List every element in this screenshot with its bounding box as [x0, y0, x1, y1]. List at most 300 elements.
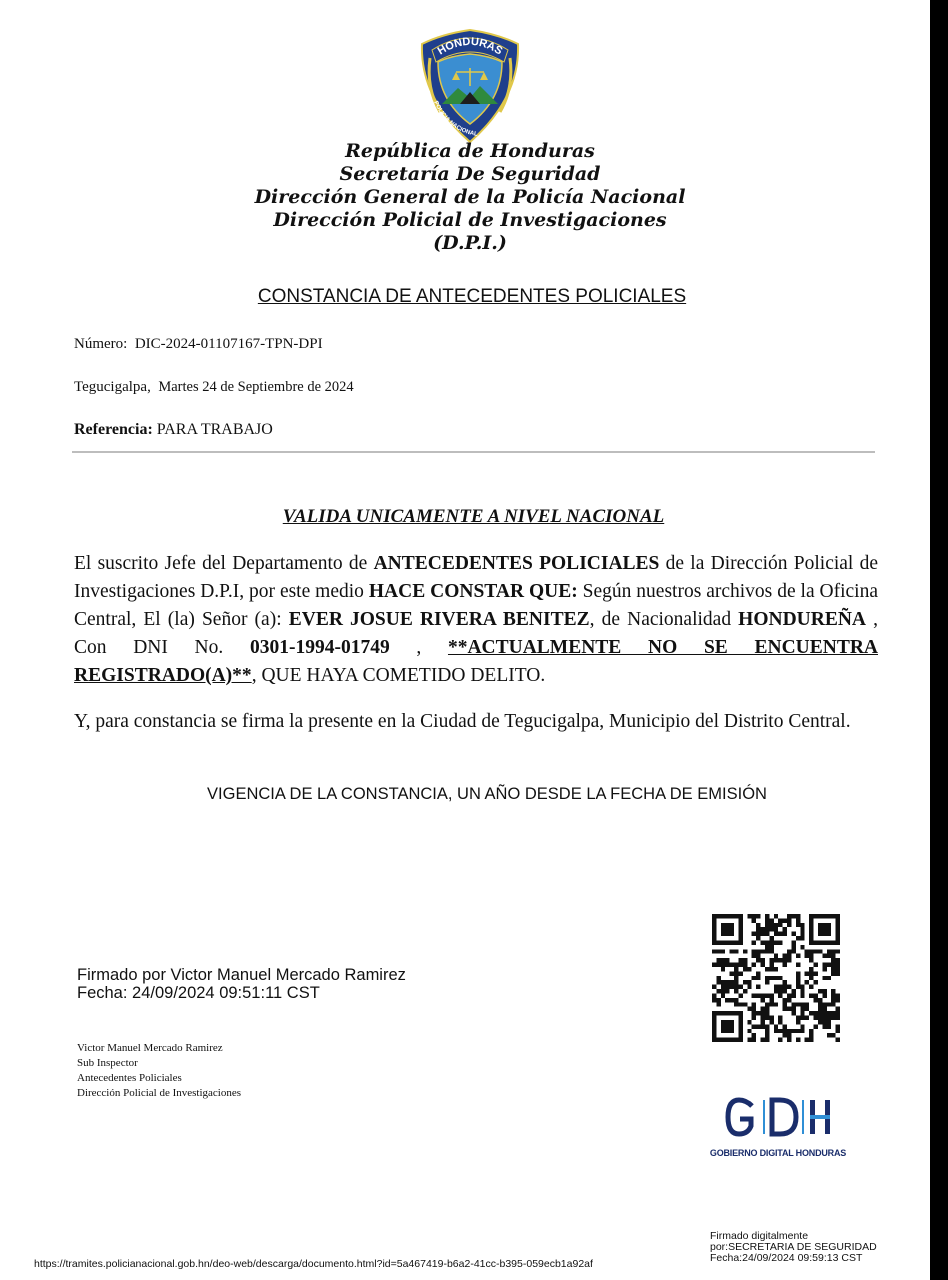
- qr-module: [809, 1033, 813, 1037]
- qr-module: [787, 958, 791, 962]
- qr-module: [791, 932, 795, 936]
- qr-module: [734, 914, 738, 918]
- qr-module: [747, 1007, 751, 1011]
- qr-module: [800, 945, 804, 949]
- officer-name: Victor Manuel Mercado Ramirez: [77, 1042, 223, 1054]
- body-text-segment: , QUE HAYA COMETIDO DELITO.: [251, 665, 546, 686]
- qr-module: [778, 918, 782, 922]
- qr-module: [752, 1002, 756, 1006]
- body-text-segment: de la Dirección Policial de Investigaciones D.P.I, por este medio: [74, 553, 878, 602]
- qr-module: [734, 985, 738, 989]
- qr-module: [734, 971, 738, 975]
- qr-module: [809, 967, 813, 971]
- qr-module: [756, 1024, 760, 1028]
- qr-module: [769, 1016, 773, 1020]
- qr-module: [800, 1011, 804, 1015]
- qr-module: [738, 918, 742, 922]
- department-name: ANTECEDENTES POLICIALES: [373, 553, 660, 574]
- qr-module: [725, 1038, 729, 1042]
- svg-text:POLICIA NACIONAL: POLICIA NACIONAL: [432, 100, 479, 138]
- qr-module: [805, 1016, 809, 1020]
- qr-module: [716, 1002, 720, 1006]
- qr-module: [827, 932, 831, 936]
- qr-module: [730, 932, 734, 936]
- officer-block: [77, 1041, 241, 1101]
- qr-module: [738, 1016, 742, 1020]
- qr-module: [831, 1002, 835, 1006]
- qr-module: [800, 923, 804, 927]
- qr-module: [796, 1016, 800, 1020]
- qr-module: [738, 1020, 742, 1024]
- qr-module: [809, 976, 813, 980]
- qr-module: [787, 993, 791, 997]
- qr-module: [822, 1007, 826, 1011]
- qr-module: [822, 940, 826, 944]
- qr-module: [774, 1002, 778, 1006]
- qr-module: [774, 932, 778, 936]
- qr-module: [712, 1011, 716, 1015]
- qr-module: [831, 989, 835, 993]
- qr-module: [765, 967, 769, 971]
- qr-module: [743, 980, 747, 984]
- qr-module: [796, 971, 800, 975]
- qr-module: [836, 1024, 840, 1028]
- qr-module: [738, 958, 742, 962]
- qr-module: [725, 980, 729, 984]
- qr-module: [831, 954, 835, 958]
- qr-module: [774, 940, 778, 944]
- qr-module: [774, 927, 778, 931]
- qr-module: [752, 954, 756, 958]
- qr-module: [716, 949, 720, 953]
- qr-module: [796, 1038, 800, 1042]
- qr-module: [761, 1016, 765, 1020]
- qr-module: [761, 1007, 765, 1011]
- qr-module: [730, 963, 734, 967]
- qr-module: [827, 1024, 831, 1028]
- qr-module: [756, 923, 760, 927]
- qr-module: [725, 927, 729, 931]
- qr-module: [769, 993, 773, 997]
- qr-module: [822, 1024, 826, 1028]
- qr-module: [818, 927, 822, 931]
- qr-module: [822, 1016, 826, 1020]
- qr-module: [738, 1002, 742, 1006]
- qr-module: [778, 932, 782, 936]
- qr-module: [721, 980, 725, 984]
- qr-module: [822, 976, 826, 980]
- qr-module: [738, 914, 742, 918]
- qr-module: [769, 976, 773, 980]
- qr-module: [774, 954, 778, 958]
- qr-module: [734, 1002, 738, 1006]
- qr-module: [796, 963, 800, 967]
- qr-module: [730, 1020, 734, 1024]
- qr-module: [778, 958, 782, 962]
- heading-line-republic: República de Honduras: [345, 140, 595, 162]
- document-number: [74, 336, 323, 353]
- qr-module: [712, 993, 716, 997]
- qr-module: [809, 1029, 813, 1033]
- qr-module: [734, 949, 738, 953]
- qr-module: [800, 1002, 804, 1006]
- qr-module: [836, 963, 840, 967]
- qr-module: [765, 976, 769, 980]
- body-text-segment: Según nuestros archivos de la Oficina Central, El (la) Señor (a):: [74, 581, 878, 630]
- heading-line-secretary: Secretaría De Seguridad: [339, 163, 601, 185]
- qr-module: [756, 914, 760, 918]
- qr-module: [747, 967, 751, 971]
- document-title: CONSTANCIA DE ANTECEDENTES POLICIALES: [257, 286, 687, 307]
- qr-module: [805, 980, 809, 984]
- qr-module: [738, 1038, 742, 1042]
- qr-module: [712, 1020, 716, 1024]
- qr-module: [761, 1024, 765, 1028]
- qr-module: [752, 1016, 756, 1020]
- qr-module: [761, 998, 765, 1002]
- qr-module: [818, 932, 822, 936]
- qr-module: [822, 914, 826, 918]
- qr-module: [716, 998, 720, 1002]
- qr-module: [752, 963, 756, 967]
- signed-by: Firmado por Victor Manuel Mercado Ramirez: [77, 966, 406, 984]
- qr-module: [800, 1007, 804, 1011]
- qr-module: [756, 976, 760, 980]
- qr-module: [721, 993, 725, 997]
- qr-module: [725, 1024, 729, 1028]
- qr-module: [774, 985, 778, 989]
- qr-module: [721, 949, 725, 953]
- qr-module: [778, 993, 782, 997]
- digital-signed-by: por:SECRETARIA DE SEGURIDAD: [710, 1241, 877, 1253]
- qr-module: [800, 936, 804, 940]
- qr-module: [721, 1038, 725, 1042]
- qr-module: [743, 967, 747, 971]
- qr-module: [721, 958, 725, 962]
- certification-paragraph: [74, 550, 878, 690]
- qr-module: [712, 927, 716, 931]
- body-text-segment: , Con DNI No.: [74, 609, 878, 658]
- qr-module: [752, 1007, 756, 1011]
- qr-module: [721, 1011, 725, 1015]
- qr-module: [712, 963, 716, 967]
- heading-line-dpi: (D.P.I.): [433, 232, 507, 254]
- qr-module: [827, 949, 831, 953]
- qr-module: [791, 993, 795, 997]
- qr-module: [716, 940, 720, 944]
- qr-module: [716, 958, 720, 962]
- qr-module: [752, 932, 756, 936]
- qr-module: [791, 914, 795, 918]
- qr-module: [752, 976, 756, 980]
- qr-module: [809, 954, 813, 958]
- qr-module: [721, 989, 725, 993]
- qr-module: [725, 1029, 729, 1033]
- qr-module: [774, 1029, 778, 1033]
- qr-module: [721, 923, 725, 927]
- qr-module: [800, 927, 804, 931]
- qr-module: [761, 927, 765, 931]
- qr-module: [796, 985, 800, 989]
- qr-module: [738, 1033, 742, 1037]
- qr-module: [836, 1007, 840, 1011]
- qr-module: [791, 949, 795, 953]
- qr-module: [787, 998, 791, 1002]
- qr-module: [783, 1033, 787, 1037]
- qr-module: [800, 1024, 804, 1028]
- closing-paragraph: Y, para constancia se firma la presente en la Ciudad de Tegucigalpa, Municipio del Distrito Central.: [74, 711, 851, 732]
- qr-module: [752, 1033, 756, 1037]
- qr-module: [712, 932, 716, 936]
- qr-module: [761, 932, 765, 936]
- gdh-letters: [722, 1092, 834, 1142]
- qr-module: [778, 1029, 782, 1033]
- qr-module: [738, 985, 742, 989]
- qr-module: [734, 940, 738, 944]
- qr-module: [769, 923, 773, 927]
- digital-signed-label: Firmado digitalmente: [710, 1230, 809, 1242]
- qr-module: [787, 1007, 791, 1011]
- qr-module: [818, 1002, 822, 1006]
- qr-module: [818, 949, 822, 953]
- qr-module: [769, 967, 773, 971]
- qr-module: [783, 1024, 787, 1028]
- qr-module: [756, 932, 760, 936]
- qr-module: [831, 940, 835, 944]
- qr-module: [769, 1020, 773, 1024]
- qr-module: [756, 954, 760, 958]
- qr-module: [809, 927, 813, 931]
- qr-module: [809, 1011, 813, 1015]
- qr-module: [730, 980, 734, 984]
- qr-module: [769, 918, 773, 922]
- qr-module: [796, 954, 800, 958]
- qr-module: [756, 958, 760, 962]
- qr-module: [836, 1016, 840, 1020]
- qr-module: [769, 998, 773, 1002]
- qr-module: [743, 949, 747, 953]
- qr-module: [747, 1029, 751, 1033]
- qr-module: [761, 1020, 765, 1024]
- qr-module: [822, 989, 826, 993]
- qr-module: [831, 958, 835, 962]
- screen-edge: [930, 0, 948, 1280]
- qr-module: [734, 976, 738, 980]
- qr-module: [814, 1024, 818, 1028]
- divider: [72, 451, 875, 453]
- qr-module: [738, 936, 742, 940]
- qr-module: [827, 914, 831, 918]
- qr-module: [765, 914, 769, 918]
- qr-module: [765, 927, 769, 931]
- qr-module: [778, 923, 782, 927]
- institution-heading: [220, 140, 720, 255]
- qr-module: [831, 993, 835, 997]
- qr-module: [814, 980, 818, 984]
- qr-module: [800, 932, 804, 936]
- qr-module: [791, 1007, 795, 1011]
- qr-module: [730, 1011, 734, 1015]
- qr-module: [769, 927, 773, 931]
- qr-module: [774, 976, 778, 980]
- qr-module: [765, 980, 769, 984]
- qr-module: [712, 918, 716, 922]
- qr-module: [827, 1033, 831, 1037]
- qr-module: [712, 1024, 716, 1028]
- qr-module: [765, 1007, 769, 1011]
- qr-module: [769, 958, 773, 962]
- document-date-line: [74, 379, 354, 396]
- qr-module: [716, 1011, 720, 1015]
- qr-module: [747, 1038, 751, 1042]
- qr-module: [796, 1002, 800, 1006]
- qr-module: [743, 989, 747, 993]
- qr-module: [787, 918, 791, 922]
- qr-module: [836, 1029, 840, 1033]
- qr-module: [756, 985, 760, 989]
- qr-module: [716, 1038, 720, 1042]
- qr-module: [796, 976, 800, 980]
- qr-module: [765, 1016, 769, 1020]
- qr-module: [734, 963, 738, 967]
- nationality: HONDUREÑA: [738, 609, 867, 630]
- qr-module: [778, 1016, 782, 1020]
- qr-module: [765, 993, 769, 997]
- qr-module: [800, 1016, 804, 1020]
- qr-module: [734, 980, 738, 984]
- qr-module: [725, 1011, 729, 1015]
- qr-module: [712, 1038, 716, 1042]
- reference-label: Referencia:: [74, 421, 153, 438]
- qr-module: [721, 1029, 725, 1033]
- qr-module: [814, 949, 818, 953]
- qr-module: [761, 1038, 765, 1042]
- qr-module: [805, 954, 809, 958]
- qr-module: [787, 954, 791, 958]
- qr-module: [774, 958, 778, 962]
- qr-module: [761, 949, 765, 953]
- qr-module: [721, 927, 725, 931]
- qr-module: [778, 976, 782, 980]
- qr-module: [716, 989, 720, 993]
- qr-module: [800, 993, 804, 997]
- qr-module: [818, 1007, 822, 1011]
- qr-module: [809, 936, 813, 940]
- qr-module: [712, 914, 716, 918]
- qr-module: [814, 998, 818, 1002]
- qr-module: [738, 923, 742, 927]
- source-url[interactable]: https://tramites.policianacional.gob.hn/deo-web/descarga/documento.html?id=5a467419-b6a2-41cc-b395-059ecb1a92af: [34, 1258, 593, 1270]
- qr-module: [783, 958, 787, 962]
- qr-module: [712, 985, 716, 989]
- qr-module: [721, 1024, 725, 1028]
- reference-line: [74, 421, 273, 439]
- heading-line-investigations: Dirección Policial de Investigaciones: [273, 209, 667, 231]
- date-value: Martes 24 de Septiembre de 2024: [158, 379, 354, 395]
- qr-module: [805, 949, 809, 953]
- qr-module: [809, 923, 813, 927]
- qr-module: [730, 940, 734, 944]
- qr-module: [787, 1029, 791, 1033]
- qr-module: [756, 949, 760, 953]
- record-status: **ACTUALMENTE NO SE ENCUENTRA REGISTRADO(A)**: [74, 637, 879, 686]
- qr-module: [809, 932, 813, 936]
- qr-module: [738, 927, 742, 931]
- qr-module: [831, 949, 835, 953]
- qr-module: [783, 1007, 787, 1011]
- qr-module: [822, 1020, 826, 1024]
- qr-module: [752, 918, 756, 922]
- qr-module: [818, 1016, 822, 1020]
- qr-module: [783, 989, 787, 993]
- qr-module: [809, 985, 813, 989]
- qr-module: [836, 936, 840, 940]
- qr-module: [836, 967, 840, 971]
- qr-module: [787, 985, 791, 989]
- validity-period-text: VIGENCIA DE LA CONSTANCIA, UN AÑO DESDE LA FECHA DE EMISIÓN: [207, 785, 767, 803]
- qr-module: [783, 963, 787, 967]
- qr-module: [836, 993, 840, 997]
- qr-module: [738, 963, 742, 967]
- qr-module: [818, 989, 822, 993]
- qr-module: [716, 976, 720, 980]
- person-name: EVER JOSUE RIVERA BENITEZ: [288, 609, 590, 630]
- heading-line-general-direction: Dirección General de la Policía Nacional: [254, 186, 686, 208]
- qr-module: [765, 1024, 769, 1028]
- qr-module: [761, 993, 765, 997]
- qr-module: [747, 914, 751, 918]
- qr-module: [787, 1033, 791, 1037]
- qr-module: [796, 980, 800, 984]
- qr-module: [796, 936, 800, 940]
- reference-value: PARA TRABAJO: [156, 421, 273, 438]
- qr-module: [800, 1029, 804, 1033]
- qr-module: [814, 914, 818, 918]
- qr-module: [756, 927, 760, 931]
- qr-module: [721, 985, 725, 989]
- svg-text:HONDURAS: HONDURAS: [435, 35, 505, 58]
- qr-module: [827, 963, 831, 967]
- qr-module: [814, 1016, 818, 1020]
- qr-module: [743, 963, 747, 967]
- qr-module: [730, 914, 734, 918]
- qr-module: [730, 985, 734, 989]
- qr-module: [831, 998, 835, 1002]
- qr-module: [725, 998, 729, 1002]
- qr-module: [787, 949, 791, 953]
- qr-module: [814, 971, 818, 975]
- qr-module: [752, 914, 756, 918]
- number-value: DIC-2024-01107167-TPN-DPI: [134, 336, 323, 352]
- qr-module: [725, 989, 729, 993]
- qr-module: [769, 940, 773, 944]
- qr-module: [791, 945, 795, 949]
- qr-module: [800, 985, 804, 989]
- body-text-segment: ,: [389, 637, 448, 658]
- qr-module: [769, 963, 773, 967]
- validity-period: [72, 785, 948, 804]
- qr-module: [836, 998, 840, 1002]
- qr-module: [822, 923, 826, 927]
- qr-module: [831, 1011, 835, 1015]
- qr-module: [809, 914, 813, 918]
- qr-module: [831, 963, 835, 967]
- qr-module: [818, 940, 822, 944]
- qr-module: [747, 985, 751, 989]
- qr-module: [765, 940, 769, 944]
- qr-module: [778, 940, 782, 944]
- qr-module: [716, 980, 720, 984]
